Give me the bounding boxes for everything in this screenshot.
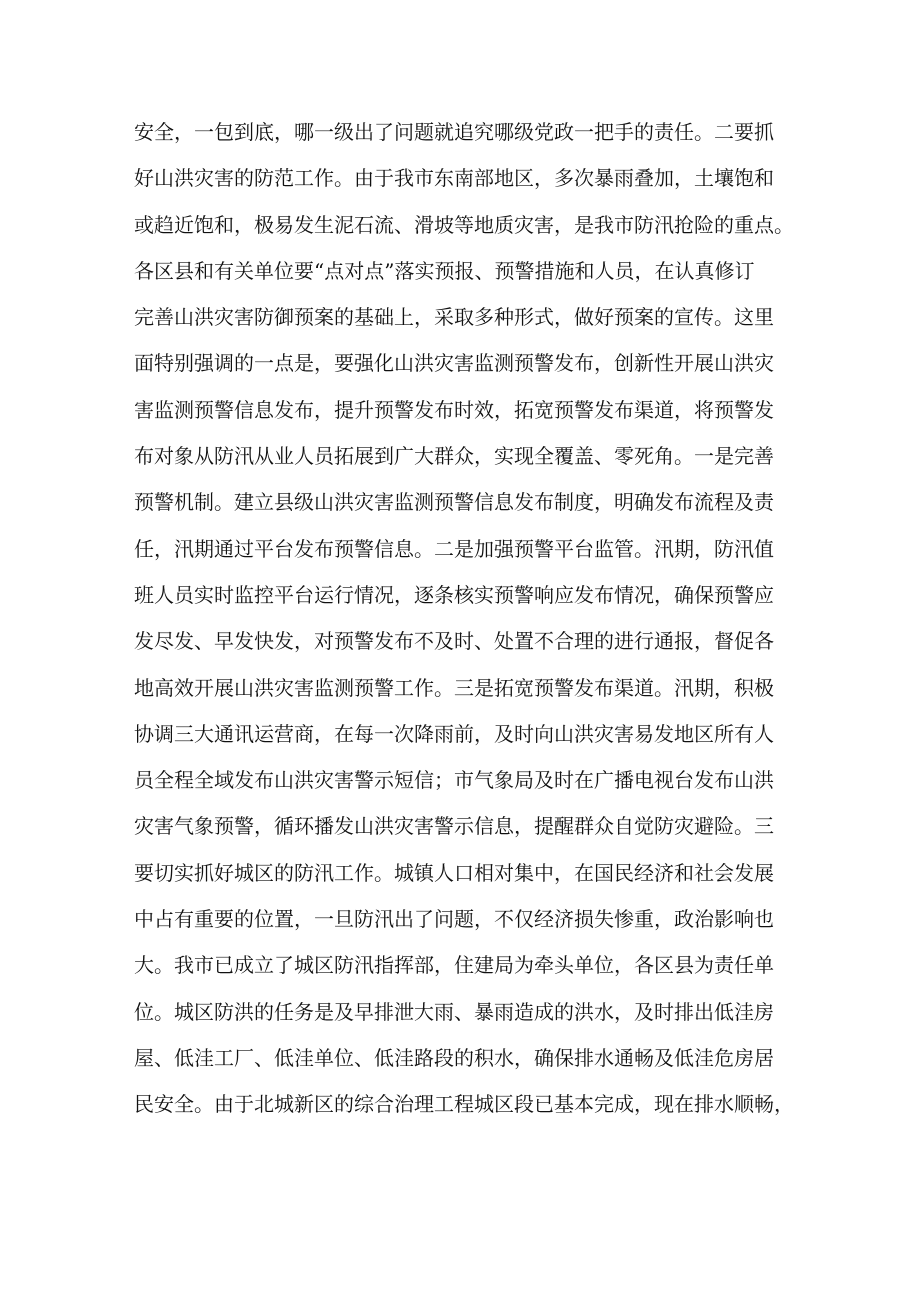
text-line: 害监测预警信息发布，提升预警发布时效，拓宽预警发布渠道，将预警发: [134, 397, 774, 422]
body-paragraph: [134, 109, 794, 1128]
text-line: 预警机制。建立县级山洪灾害监测预警信息发布制度，明确发布流程及责: [134, 490, 774, 515]
text-line: 屋、低洼工厂、低洼单位、低洼路段的积水，确保排水通畅及低洼危房居: [134, 1045, 774, 1070]
text-line: 布对象从防汛从业人员拓展到广大群众，实现全覆盖、零死角。一是完善: [134, 444, 774, 469]
text-line: 中占有重要的位置，一旦防汛出了问题，不仅经济损失惨重，政治影响也: [134, 907, 774, 932]
text-line: 位。城区防洪的任务是及早排泄大雨、暴雨造成的洪水，及时排出低洼房: [134, 999, 774, 1024]
text-line: 大。我市已成立了城区防汛指挥部，住建局为牵头单位，各区县为责任单: [134, 953, 774, 978]
text-line: 或趋近饱和，极易发生泥石流、滑坡等地质灾害，是我市防汛抢险的重点。: [134, 212, 794, 237]
text-line: 任，汛期通过平台发布预警信息。二是加强预警平台监管。汛期，防汛值: [134, 536, 774, 561]
text-line: 要切实抓好城区的防汛工作。城镇人口相对集中，在国民经济和社会发展: [134, 860, 774, 885]
text-line: 好山洪灾害的防范工作。由于我市东南部地区，多次暴雨叠加，土壤饱和: [134, 166, 774, 191]
text-line: 协调三大通讯运营商，在每一次降雨前，及时向山洪灾害易发地区所有人: [134, 721, 774, 746]
text-line: 各区县和有关单位要“点对点”落实预报、预警措施和人员，在认真修订: [134, 258, 755, 283]
text-line: 民安全。由于北城新区的综合治理工程城区段已基本完成，现在排水顺畅，: [134, 1092, 794, 1117]
text-line: 面特别强调的一点是，要强化山洪灾害监测预警发布，创新性开展山洪灾: [134, 351, 774, 376]
text-line: 班人员实时监控平台运行情况，逐条核实预警响应发布情况，确保预警应: [134, 582, 774, 607]
text-line: 安全，一包到底，哪一级出了问题就追究哪级党政一把手的责任。二要抓: [134, 120, 774, 144]
text-line: 完善山洪灾害防御预案的基础上，采取多种形式，做好预案的宣传。这里: [134, 305, 774, 330]
text-line: 员全程全域发布山洪灾害警示短信；市气象局及时在广播电视台发布山洪: [134, 768, 774, 793]
text-line: 灾害气象预警，循环播发山洪灾害警示信息，提醒群众自觉防灾避险。三: [134, 814, 774, 839]
text-line: 发尽发、早发快发，对预警发布不及时、处置不合理的进行通报，督促各: [134, 629, 774, 654]
text-line: 地高效开展山洪灾害监测预警工作。三是拓宽预警发布渠道。汛期，积极: [134, 675, 774, 700]
